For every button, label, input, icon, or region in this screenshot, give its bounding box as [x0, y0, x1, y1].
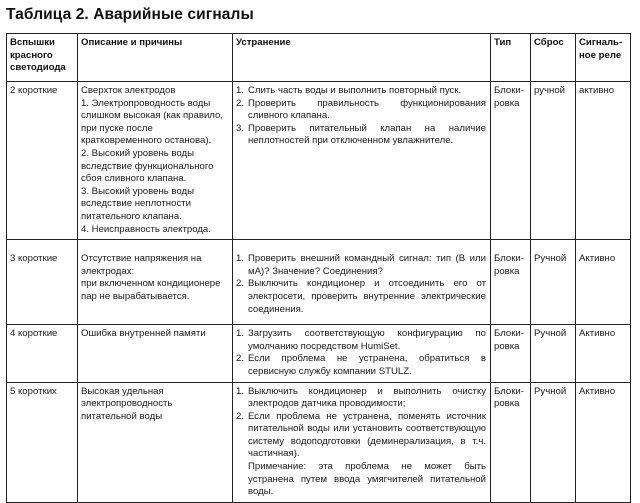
step-text: Если проблема не устранена, обратиться в сервисную службу компании STULZ. — [248, 353, 486, 377]
cell-remedy — [233, 82, 491, 240]
cell-reset: ручной — [531, 82, 576, 240]
remedy-step — [236, 353, 486, 378]
description-line: Высокая удельная электропроводность питательной воды — [81, 385, 173, 422]
table-header-row — [7, 34, 631, 82]
description-line: 1. Электропроводность воды слишком высокая (как правило, при пуске после кратковременного останова). — [81, 97, 224, 147]
remedy-step — [236, 411, 486, 461]
header-remedy: Устранение — [233, 34, 491, 82]
header-flashes: Вспышки красного светодиода — [7, 34, 78, 82]
description-line: Отсутствие напряжения на электродах: — [81, 253, 202, 277]
step-text: Проверить внешний командный сигнал: тип (В или мА)? Значение? Соединения? — [248, 253, 486, 277]
cell-remedy — [233, 240, 491, 325]
step-number: 3. — [236, 122, 245, 134]
step-number: 1. — [236, 253, 245, 265]
cell-type: Блоки-ровка — [491, 325, 531, 382]
step-number: 1. — [236, 85, 245, 96]
table-row — [7, 382, 631, 502]
description-line: при включенном кондиционере пар не вырабатывается. — [81, 278, 221, 302]
step-number: 2. — [236, 410, 245, 422]
cell-description — [78, 382, 233, 502]
description-line: 4. Неисправность электрода. — [81, 223, 211, 235]
cell-relay: активно — [576, 82, 631, 240]
step-number: 1. — [236, 328, 245, 340]
remedy-step — [236, 278, 486, 316]
step-text: Загрузить соответствующую конфигурацию по умолчанию посредством HumiSet. — [248, 328, 486, 352]
cell-description — [78, 325, 233, 382]
table-row — [7, 82, 631, 240]
step-text: Выключить кондиционер и отсоединить его от электросети, проверить внутренние электрические соединения. — [248, 278, 486, 315]
step-number: 2. — [236, 97, 245, 109]
cell-type: Блоки-ровка — [491, 382, 531, 502]
remedy-step — [236, 253, 486, 278]
header-type: Тип — [491, 34, 531, 82]
step-number: 1. — [236, 385, 245, 397]
cell-type: Блоки-ровка — [491, 82, 531, 240]
cell-flashes: 2 короткие — [7, 82, 78, 240]
header-reset: Сброс — [531, 34, 576, 82]
cell-flashes: 3 короткие — [7, 240, 78, 325]
step-number: 2. — [236, 353, 245, 365]
step-text: Проверить правильность функционирования сливного клапана. — [248, 97, 486, 122]
header-relay: Сигналь-ное реле — [576, 34, 631, 82]
cell-relay: Активно — [576, 240, 631, 325]
remedy-step — [236, 123, 486, 148]
remedy-step — [236, 386, 486, 411]
remedy-step — [236, 85, 486, 98]
cell-flashes: 4 короткие — [7, 325, 78, 382]
step-text: Выключить кондиционер и выполнить очистку электродов датчика проводимости; — [248, 385, 486, 410]
page-title: Таблица 2. Аварийные сигналы — [6, 6, 254, 23]
cell-type: Блоки-ровка — [491, 240, 531, 325]
step-text: Если проблема не устранена, поменять источник питательной воды или установить соответствующую систему водоподготовки (деминерализация, в т.ч. частичная). — [248, 410, 486, 460]
remedy-step — [236, 98, 486, 123]
step-number: 2. — [236, 278, 245, 290]
cell-flashes: 5 коротких — [7, 382, 78, 502]
description-line: 3. Высокий уровень воды вследствие неплотности питательного клапана. — [81, 185, 195, 222]
cell-reset: Ручной — [531, 382, 576, 502]
table-row — [7, 240, 631, 325]
cell-remedy — [233, 382, 491, 502]
cell-reset: Ручной — [531, 240, 576, 325]
table-row — [7, 325, 631, 382]
cell-description — [78, 82, 233, 240]
step-text: Проверить питательный клапан на наличие неплотностей при отключенном увлажнителе. — [248, 122, 486, 147]
cell-relay: Активно — [576, 382, 631, 502]
cell-reset: Ручной — [531, 325, 576, 382]
cell-description — [78, 240, 233, 325]
remedy-note: Примечание: эта проблема не может быть устранена путем ввода умягчителей питательной воды. — [248, 461, 486, 498]
description-line: 2. Высокий уровень воды вследствие функционального сбоя сливного клапана. — [81, 147, 214, 185]
alarm-signals-table — [6, 33, 631, 503]
description-line: Ошибка внутренней памяти — [81, 328, 206, 340]
cell-relay: Активно — [576, 325, 631, 382]
remedy-step — [236, 328, 486, 353]
step-text: Слить часть воды и выполнить повторный пуск. — [248, 85, 462, 96]
header-description: Описание и причины — [78, 34, 233, 82]
description-line: Сверхток электродов — [81, 85, 176, 96]
cell-remedy — [233, 325, 491, 382]
